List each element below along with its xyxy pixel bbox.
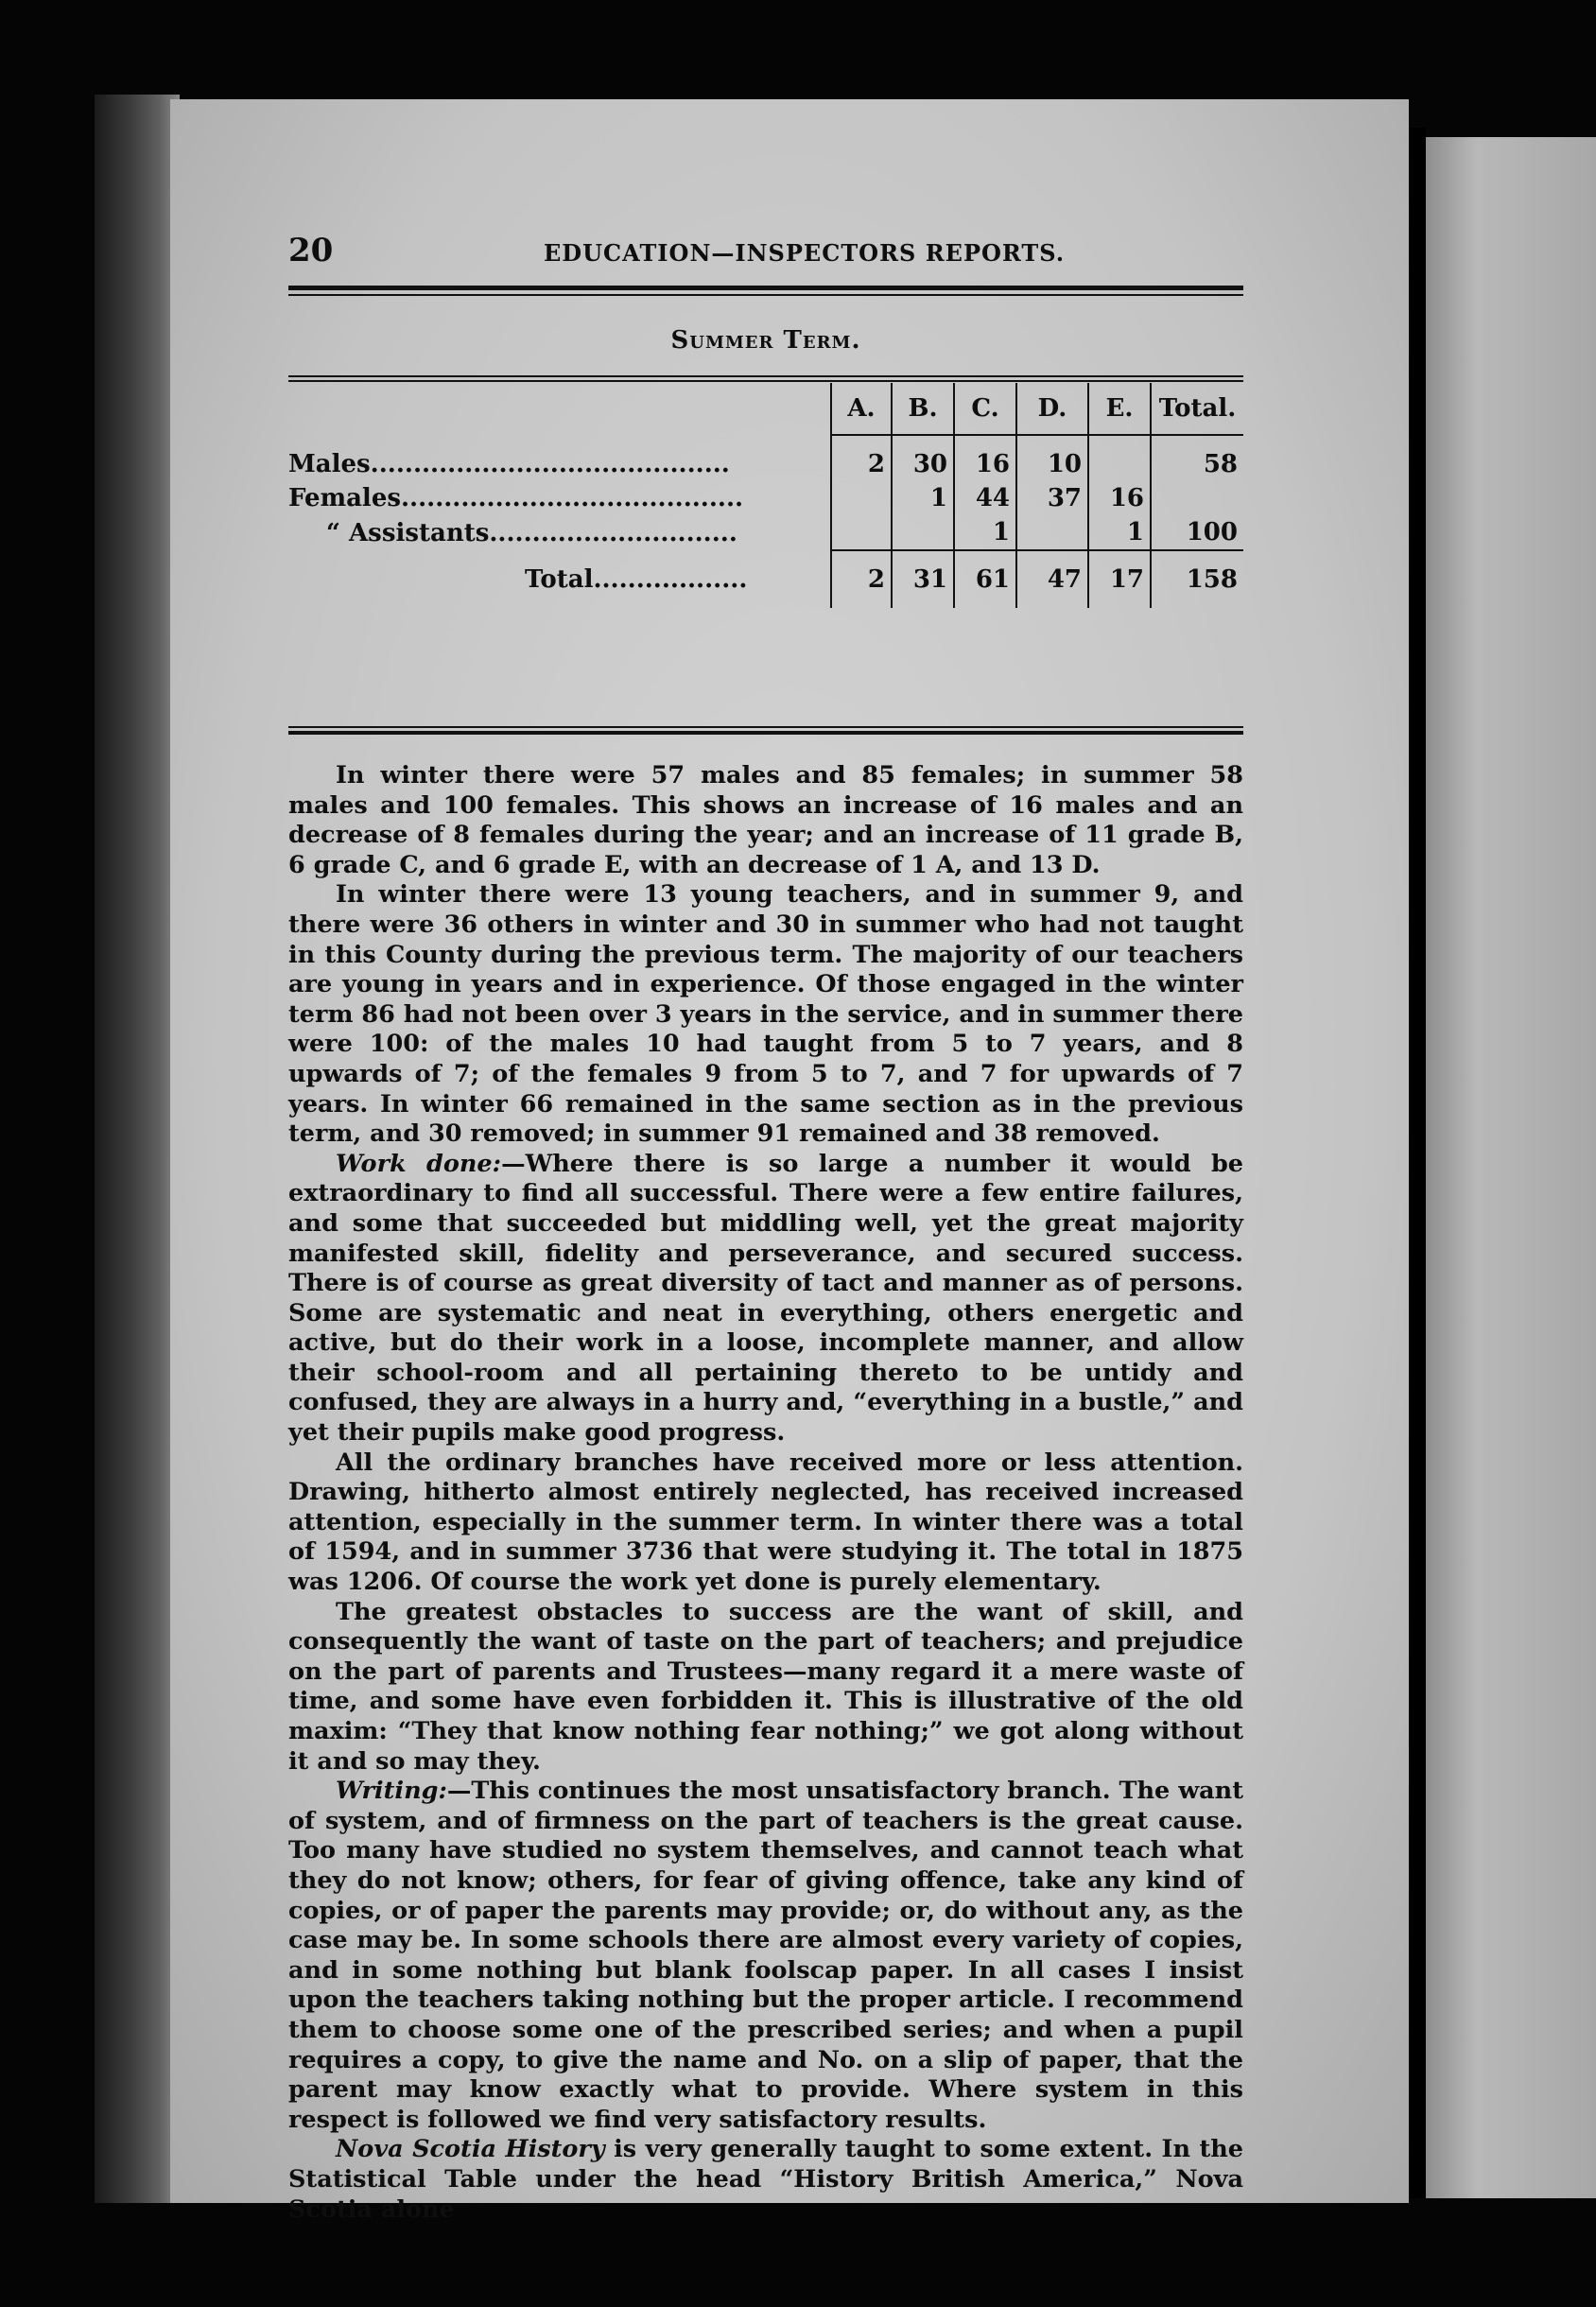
row-label: Total.................. bbox=[525, 564, 748, 594]
paragraph bbox=[288, 761, 1243, 880]
header-rule bbox=[288, 286, 1243, 296]
table-cell: 61 bbox=[954, 550, 1016, 608]
table-cell: 58 bbox=[1151, 435, 1243, 481]
table-cell: 158 bbox=[1151, 550, 1243, 608]
table-cell bbox=[1151, 481, 1243, 515]
table-caption: Summer Term. bbox=[670, 326, 861, 355]
table-cell: 1 bbox=[954, 515, 1016, 550]
paragraph-text: —This continues the most unsatisfactory branch. The want of system, and of firmness on the part of teachers is the great cause. Too many have studied no system themselves, and cannot teach what they do not know; others, for fear of giving offence, take any kind of copies, or of paper the parents may provide; or, do without any, as the case may be. In some schools there are almost every variety of copies, and in some nothing but blank foolscap paper. In all cases I insist upon the teachers taking nothing but the proper article. I recommend them to choose some one of the prescribed series; and when a pupil requires a copy, to give the name and No. on a slip of paper, that the parent may know exactly what to provide. Where system in this respect is followed we find very satisfactory results. bbox=[288, 1777, 1243, 2134]
column-header: Total. bbox=[1151, 383, 1243, 435]
row-label: Females........................................ bbox=[288, 484, 744, 512]
table-top-rule bbox=[288, 375, 1243, 382]
paragraph bbox=[288, 1777, 1243, 2135]
page-binding-edge bbox=[95, 95, 180, 2203]
table-cell bbox=[831, 481, 892, 515]
paragraph-text: In winter there were 13 young teachers, and in summer 9, and there were 36 others in winter and 30 in summer who had not taught in this County during the previous term. The majority of our teachers are young in years and in experience. Of those engaged in the winter term 86 had not been over 3 years in the service, and in summer there were 100: of the males 10 had taught from 5 to 7 years, and 8 upwards of 7; of the females 9 from 5 to 7, and 7 for upwards of 7 years. In winter 66 remained in the same section as in the previous term, and 30 removed; in summer 91 remained and 38 removed. bbox=[288, 880, 1243, 1149]
table-cell: 47 bbox=[1016, 550, 1088, 608]
table-cell: 1 bbox=[892, 481, 954, 515]
column-header: D. bbox=[1016, 383, 1088, 435]
table-cell: 44 bbox=[954, 481, 1016, 515]
table-cell: 16 bbox=[954, 435, 1016, 481]
table-cell: 1 bbox=[1088, 515, 1151, 550]
table-cell: 16 bbox=[1088, 481, 1151, 515]
table-row bbox=[288, 435, 1243, 481]
facing-page-edge bbox=[1426, 137, 1596, 2198]
column-header: B. bbox=[892, 383, 954, 435]
paragraph bbox=[288, 2135, 1243, 2225]
table-row bbox=[288, 481, 1243, 515]
row-label: “ Assistants............................. bbox=[326, 518, 737, 547]
table-header-blank bbox=[288, 383, 831, 435]
column-header: C. bbox=[954, 383, 1016, 435]
table-cell: 10 bbox=[1016, 435, 1088, 481]
page-number: 20 bbox=[288, 232, 334, 269]
table-cell bbox=[831, 515, 892, 550]
paragraph-lead: Nova Scotia History bbox=[336, 2135, 605, 2164]
row-label: Males.......................................... bbox=[288, 449, 730, 478]
paragraph-lead: Work done: bbox=[336, 1149, 502, 1178]
table-cell: 37 bbox=[1016, 481, 1088, 515]
table-cell: 31 bbox=[892, 550, 954, 608]
paragraph bbox=[288, 1598, 1243, 1778]
paragraph bbox=[288, 1150, 1243, 1448]
table-cell bbox=[892, 515, 954, 550]
paragraph-text: All the ordinary branches have received more or less attention. Drawing, hitherto almost entirely neglected, has received increased attention, especially in the summer term. In winter there was a total of 1594, and in summer 3736 that were studying it. The total in 1875 was 1206. Of course the work yet done is purely elementary. bbox=[288, 1448, 1243, 1597]
table-cell: 2 bbox=[831, 550, 892, 608]
table-cell bbox=[1016, 515, 1088, 550]
paragraph-text: The greatest obstacles to success are the want of skill, and consequently the want of taste on the part of teachers; and prejudice on the part of parents and Trustees—many regard it a mere waste of time, and some have even forbidden it. This is illustrative of the old maxim: “They that know nothing fear nothing;” we got along without it and so may they. bbox=[288, 1597, 1243, 1776]
paragraph-text: In winter there were 57 males and 85 females; in summer 58 males and 100 females. This shows an increase of 16 males and an decrease of 8 females during the year; and an increase of 11 grade B, 6 grade C, and 6 grade E, with an decrease of 1 A, and 13 D. bbox=[288, 761, 1243, 879]
column-header: A. bbox=[831, 383, 892, 435]
table-cell: 17 bbox=[1088, 550, 1151, 608]
running-head: EDUCATION—INSPECTORS REPORTS. bbox=[544, 239, 1066, 267]
paragraph bbox=[288, 1448, 1243, 1598]
table-cell: 100 bbox=[1151, 515, 1243, 550]
page-header bbox=[288, 232, 1243, 279]
table-bottom-rule bbox=[288, 726, 1243, 735]
column-header: E. bbox=[1088, 383, 1151, 435]
book-gutter bbox=[1409, 128, 1426, 2198]
document-page bbox=[170, 99, 1409, 2224]
paragraph-lead: Writing: bbox=[336, 1777, 447, 1806]
table-header-row bbox=[288, 383, 1243, 435]
summer-term-table bbox=[288, 383, 1243, 608]
table-row bbox=[288, 515, 1243, 550]
paragraph-text: —Where there is so large a number it would be extraordinary to find all successful. There were a few entire failures, and some that succeeded but middling well, yet the great majority manifested skill, fidelity and perseverance, and secured success. There is of course as great diversity of tact and manner as of persons. Some are systematic and neat in everything, others energetic and active, but do their work in a loose, incomplete manner, and allow their school-room and all pertaining thereto to be untidy and confused, they are always in a hurry and, “everything in a bustle,” and yet their pupils make good progress. bbox=[288, 1149, 1243, 1448]
table-cell: 2 bbox=[831, 435, 892, 481]
paragraph-text: is very generally taught to some extent. In the Statistical Table under the head “History British America,” Nova Scotia alone bbox=[288, 2135, 1243, 2224]
table-cell bbox=[1088, 435, 1151, 481]
body-text bbox=[288, 761, 1243, 2225]
paragraph bbox=[288, 880, 1243, 1149]
table-total-row bbox=[288, 550, 1243, 608]
table-cell: 30 bbox=[892, 435, 954, 481]
